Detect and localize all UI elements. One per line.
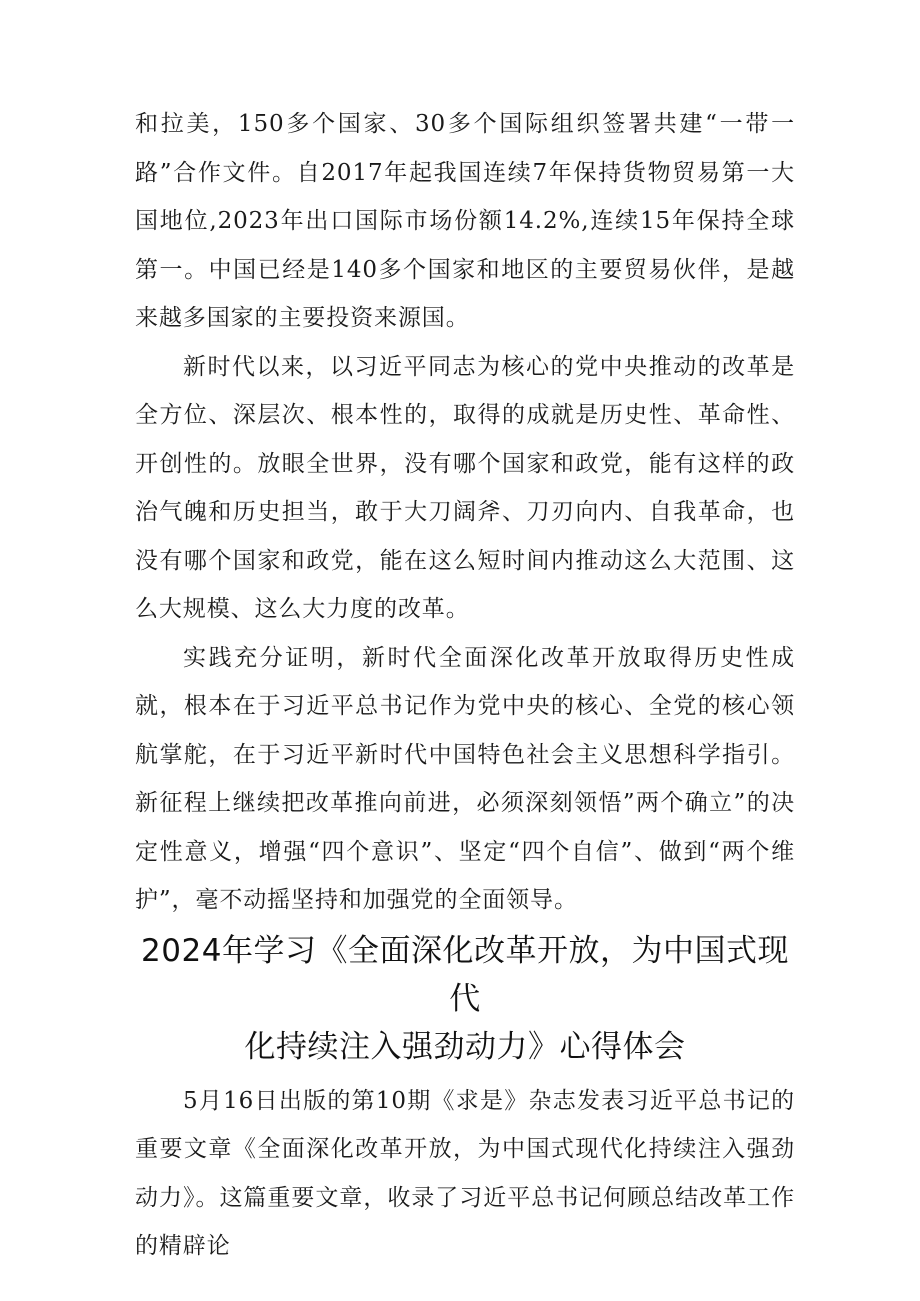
document-body [135,100,795,1271]
paragraph-practice-proves: 实践充分证明，新时代全面深化改革开放取得历史性成就，根本在于习近平总书记作为党中央的核心、全党的核心领航掌舵，在于习近平新时代中国特色社会主义思想科学指引。新征程上继续把改革推向前进，必须深刻领悟”两个确立”的决定性意义，增强“四个意识”、坚定“四个自信”、做到“两个维护”，毫不动摇坚持和加强党的全面领导。 [135,644,795,913]
paragraph-qiushi-intro: 5月16日出版的第10期《求是》杂志发表习近平总书记的重要文章《全面深化改革开放，为中国式现代化持续注入强劲动力》。这篇重要文章，收录了习近平总书记何顾总结改革工作的精辟论 [135,1087,795,1259]
article-title-line-1: 2024年学习《全面深化改革开放，为中国式现代 [141,932,789,1017]
article-title-line-2: 化持续注入强劲动力》心得体会 [244,1028,686,1065]
paragraph-reform-achievements: 新时代以来，以习近平同志为核心的党中央推动的改革是全方位、深层次、根本性的，取得的成就是历史性、革命性、开创性的。放眼全世界，没有哪个国家和政党，能有这样的政治气魄和历史担当，敢于大刀阔斧、刀刃向内、自我革命，也没有哪个国家和政党，能在这么短时间内推动这么大范围、这么大规模、这么大力度的改革。 [135,353,795,622]
article-title [135,927,795,1071]
paragraph-trade-achievements: 和拉美，150多个国家、30多个国际组织签署共建“一带一路”合作文件。自2017年起我国连续7年保持货物贸易第一大国地位,2023年出口国际市场份额14.2%,连续15年保持全球第一。中国已经是140多个国家和地区的主要贸易伙伴，是越来越多国家的主要投资来源国。 [135,111,795,331]
